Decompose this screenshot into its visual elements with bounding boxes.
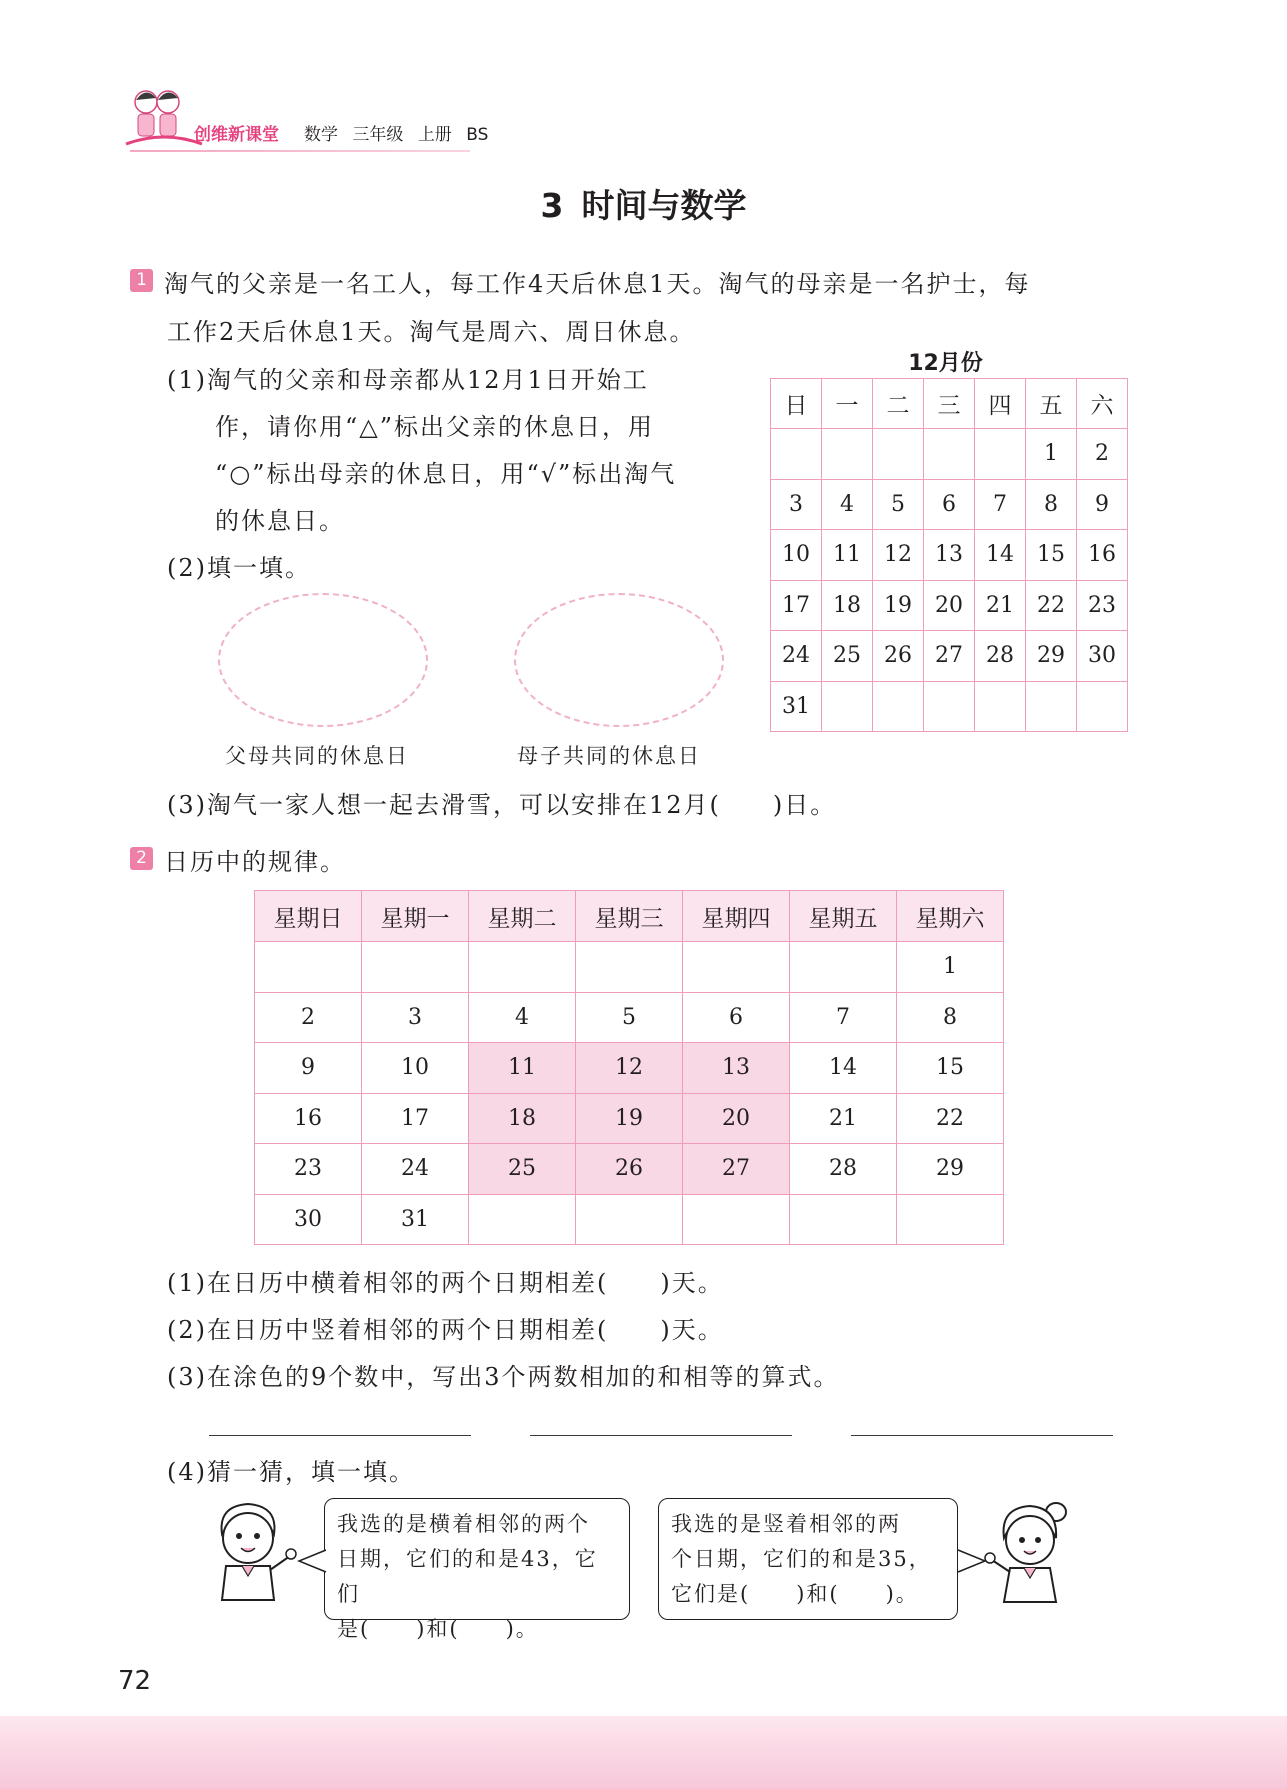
cal-day-shaded: 13 [683,1043,790,1094]
cal-day [683,1194,790,1245]
cal-day[interactable]: 29 [1026,631,1077,682]
question-1-badge: 1 [130,269,153,292]
cal-day[interactable] [975,429,1026,480]
weekday-header: 星期四 [683,891,790,942]
volume: 上册 [417,125,452,145]
cal-day[interactable]: 25 [822,631,873,682]
cal-day[interactable] [1077,681,1128,732]
header-divider [130,150,470,152]
cal-day: 10 [362,1043,469,1094]
cal-day [897,1194,1004,1245]
section-title: 时间与数学 [581,186,747,225]
cal-day: 29 [897,1144,1004,1195]
cal-day[interactable]: 31 [771,681,822,732]
cal-day[interactable]: 3 [771,479,822,530]
cal-day[interactable]: 1 [1026,429,1077,480]
cal-day[interactable]: 23 [1077,580,1128,631]
cal-day[interactable] [873,681,924,732]
cal-day[interactable] [771,429,822,480]
q1-part1-line1: (1)淘气的父亲和母亲都从12月1日开始工 [167,366,649,394]
cal-day [469,942,576,993]
cal-day[interactable]: 26 [873,631,924,682]
cal-day[interactable]: 2 [1077,429,1128,480]
cal-day: 5 [576,992,683,1043]
cal-day[interactable]: 20 [924,580,975,631]
weekday-header: 星期日 [255,891,362,942]
cal-day: 17 [362,1093,469,1144]
cal-day[interactable]: 22 [1026,580,1077,631]
girl-bubble-line2: 个日期，它们的和是35， [671,1547,932,1571]
cal-day[interactable] [975,681,1026,732]
girl-speech-bubble [658,1498,958,1620]
q2-intro: 日历中的规律。 [164,848,346,876]
cal-day [576,942,683,993]
cal-day [683,942,790,993]
cal-day[interactable]: 24 [771,631,822,682]
cal-day[interactable]: 10 [771,530,822,581]
cal-day-shaded: 12 [576,1043,683,1094]
cal-day: 9 [255,1043,362,1094]
cal-header: 五 [1026,379,1077,429]
q1-part2: (2)填一填。 [167,554,311,582]
answer-line-1[interactable] [209,1435,471,1436]
cal-day: 24 [362,1144,469,1195]
cal-header: 六 [1077,379,1128,429]
cal-day[interactable]: 9 [1077,479,1128,530]
page-title [0,180,1287,227]
cal-day: 4 [469,992,576,1043]
cal-day[interactable]: 19 [873,580,924,631]
q1-part1-line3: “○”标出母亲的休息日，用“√”标出淘气 [215,460,677,488]
answer-line-2[interactable] [530,1435,792,1436]
cal-day [576,1194,683,1245]
cal-day[interactable] [924,681,975,732]
cal-day [469,1194,576,1245]
cal-day [362,942,469,993]
cal-day[interactable]: 7 [975,479,1026,530]
boy-character-icon [208,1500,298,1605]
cal-day: 22 [897,1093,1004,1144]
cal-day[interactable] [822,681,873,732]
cal-day: 21 [790,1093,897,1144]
weekday-header: 星期二 [469,891,576,942]
cal-day [790,1194,897,1245]
cal-day[interactable]: 28 [975,631,1026,682]
q2-part3: (3)在涂色的9个数中，写出3个两数相加的和相等的算式。 [167,1363,840,1391]
december-calendar [770,378,1128,732]
cal-day[interactable] [873,429,924,480]
cal-day[interactable]: 17 [771,580,822,631]
cal-day-shaded: 20 [683,1093,790,1144]
december-calendar-caption: 12月份 [908,351,983,376]
cal-day[interactable]: 13 [924,530,975,581]
cal-day[interactable]: 15 [1026,530,1077,581]
cal-day-shaded: 25 [469,1144,576,1195]
footer-band [0,1716,1287,1789]
q1-part1-line2: 作，请你用“△”标出父亲的休息日，用 [215,413,654,441]
weekday-calendar [254,890,1004,1245]
cal-day[interactable]: 16 [1077,530,1128,581]
parents-common-rest-oval[interactable] [218,593,428,727]
cal-day: 3 [362,992,469,1043]
cal-day[interactable]: 18 [822,580,873,631]
boy-bubble-line1: 我选的是横着相邻的两个 [337,1512,590,1536]
cal-day[interactable] [924,429,975,480]
girl-bubble-line3: 它们是( )和( )。 [671,1582,919,1606]
edition: BS [466,125,489,145]
cal-day: 30 [255,1194,362,1245]
q1-part1-line4: 的休息日。 [215,507,345,535]
cal-day-shaded: 11 [469,1043,576,1094]
answer-line-3[interactable] [851,1435,1113,1436]
cal-day[interactable]: 14 [975,530,1026,581]
cal-day: 8 [897,992,1004,1043]
cal-day[interactable]: 8 [1026,479,1077,530]
boy-bubble-line3: 是( )和( )。 [337,1617,539,1641]
cal-day [255,942,362,993]
weekday-header: 星期六 [897,891,1004,942]
cal-header: 四 [975,379,1026,429]
cal-day: 2 [255,992,362,1043]
cal-day-shaded: 27 [683,1144,790,1195]
girl-character-icon [982,1498,1078,1605]
oval2-label: 母子共同的休息日 [517,744,701,768]
cal-day-shaded: 26 [576,1144,683,1195]
q2-part1: (1)在日历中横着相邻的两个日期相差( )天。 [167,1269,724,1297]
q2-part2: (2)在日历中竖着相邻的两个日期相差( )天。 [167,1316,724,1344]
cal-day[interactable]: 5 [873,479,924,530]
q1-part3: (3)淘气一家人想一起去滑雪，可以安排在12月( )日。 [167,791,837,819]
course-info [304,120,497,145]
cal-header: 三 [924,379,975,429]
cal-day: 1 [897,942,1004,993]
q1-intro-line1: 淘气的父亲是一名工人，每工作4天后休息1天。淘气的母亲是一名护士，每 [164,270,1031,298]
cal-day: 31 [362,1194,469,1245]
cal-day[interactable]: 27 [924,631,975,682]
grade: 三年级 [352,125,404,145]
brand-name: 创维新课堂 [194,125,279,145]
question-2-badge: 2 [130,847,153,870]
weekday-header: 星期三 [576,891,683,942]
mother-son-common-rest-oval[interactable] [514,593,724,727]
cal-day[interactable] [1026,681,1077,732]
cal-day[interactable]: 21 [975,580,1026,631]
cartoon-kids-logo-icon [124,86,204,156]
q1-intro-line2: 工作2天后休息1天。淘气是周六、周日休息。 [167,318,696,346]
cal-day [790,942,897,993]
boy-bubble-tail-icon [297,1548,327,1574]
cal-day: 16 [255,1093,362,1144]
cal-day: 15 [897,1043,1004,1094]
cal-day[interactable]: 12 [873,530,924,581]
page-number: 72 [118,1666,152,1696]
subject: 数学 [304,125,338,145]
girl-bubble-line1: 我选的是竖着相邻的两 [671,1512,901,1536]
cal-day: 7 [790,992,897,1043]
cal-day-shaded: 18 [469,1093,576,1144]
q2-part4: (4)猜一猜，填一填。 [167,1458,415,1486]
cal-header: 日 [771,379,822,429]
section-number: 3 [540,186,564,225]
weekday-header: 星期五 [790,891,897,942]
boy-speech-bubble [324,1498,630,1641]
weekday-header: 星期一 [362,891,469,942]
cal-day: 23 [255,1144,362,1195]
cal-day: 6 [683,992,790,1043]
cal-day[interactable]: 6 [924,479,975,530]
cal-header: 二 [873,379,924,429]
cal-day[interactable] [822,429,873,480]
cal-day: 28 [790,1144,897,1195]
cal-day[interactable]: 11 [822,530,873,581]
cal-header: 一 [822,379,873,429]
cal-day: 14 [790,1043,897,1094]
cal-day-shaded: 19 [576,1093,683,1144]
oval1-label: 父母共同的休息日 [225,744,409,768]
boy-bubble-line2: 日期，它们的和是43，它们 [337,1547,598,1606]
cal-day[interactable]: 4 [822,479,873,530]
cal-day[interactable]: 30 [1077,631,1128,682]
